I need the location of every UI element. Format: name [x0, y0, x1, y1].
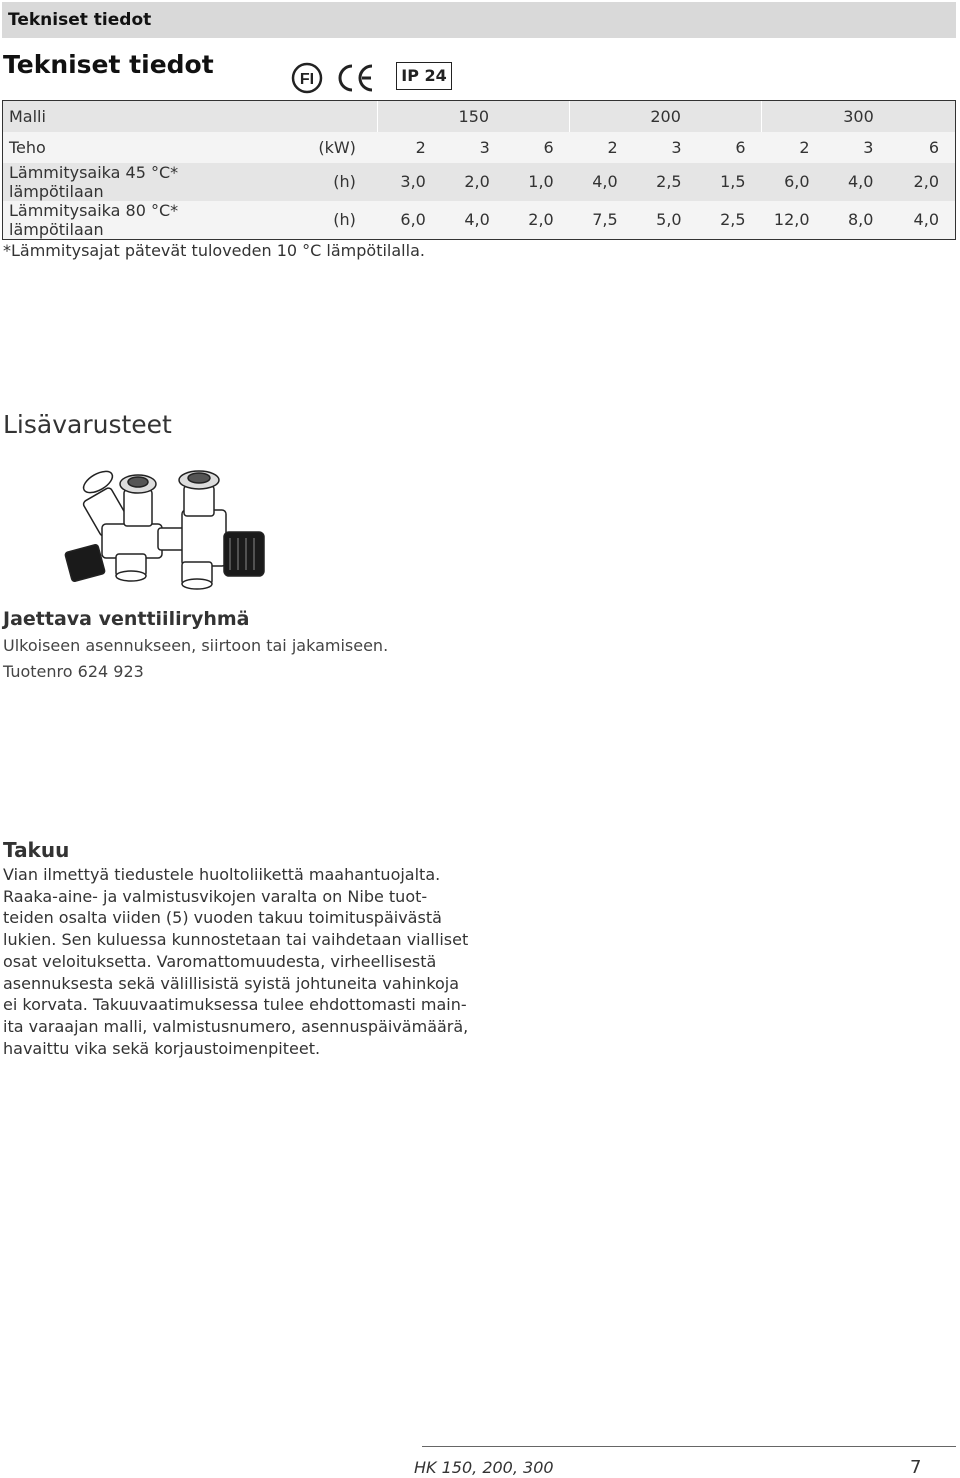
table-cell: 2: [762, 132, 826, 163]
fi-certification-icon: [290, 62, 326, 94]
footer-model: HK 150, 200, 300: [414, 1458, 554, 1477]
table-row: [3, 201, 956, 240]
model-150: 150: [378, 101, 570, 132]
footer-divider: [422, 1446, 956, 1447]
ce-certification-icon: [334, 62, 378, 94]
accessory-item-title: Jaettava venttiiliryhmä: [3, 608, 250, 630]
table-cell: 2,5: [634, 163, 698, 201]
table-cell: 3,0: [378, 163, 442, 201]
row-label: Lämmitysaika 45 °C* lämpötilaan: [3, 163, 239, 201]
table-cell: 4,0: [826, 163, 890, 201]
table-cell: 6,0: [762, 163, 826, 201]
table-cell: 2,5: [698, 201, 762, 240]
warranty-text: [3, 864, 469, 1059]
warranty-line: lukien. Sen kuluessa kunnostetaan tai vaihdetaan vialliset: [3, 930, 469, 950]
table-cell: 6,0: [378, 201, 442, 240]
valve-group-illustration: [58, 462, 278, 594]
warranty-line: ei korvata. Takuuvaatimuksessa tulee ehdottomasti main-: [3, 995, 467, 1015]
table-cell: 2,0: [442, 163, 506, 201]
table-cell: 6: [506, 132, 570, 163]
table-row: [3, 163, 956, 201]
table-cell: 4,0: [889, 201, 955, 240]
warranty-line: teiden osalta viiden (5) vuoden takuu toimituspäivästä: [3, 908, 442, 928]
table-cell: 4,0: [442, 201, 506, 240]
warranty-line: Raaka-aine- ja valmistusvikojen varalta on Nibe tuot-: [3, 886, 428, 906]
row-label: Lämmitysaika 80 °C* lämpötilaan: [3, 201, 239, 240]
table-cell: 2: [378, 132, 442, 163]
table-cell: 3: [826, 132, 890, 163]
section-header-bar: [2, 2, 956, 38]
table-cell: 5,0: [634, 201, 698, 240]
accessory-item-description: Ulkoiseen asennukseen, siirtoon tai jakamiseen.: [3, 636, 389, 655]
table-cell: 3: [442, 132, 506, 163]
warranty-line: ita varaajan malli, valmistusnumero, asennuspäivämäärä,: [3, 1016, 469, 1036]
page-title: Tekniset tiedot: [3, 50, 214, 79]
table-cell: 2,0: [889, 163, 955, 201]
table-cell: 4,0: [570, 163, 634, 201]
warranty-heading: Takuu: [3, 838, 70, 862]
table-cell: 2,0: [506, 201, 570, 240]
warranty-line: Vian ilmettyä tiedustele huoltoliikettä maahantuojalta.: [3, 865, 441, 884]
ip-rating-badge: IP 24: [396, 62, 452, 90]
table-cell: 6: [698, 132, 762, 163]
table-cell: 1,5: [698, 163, 762, 201]
table-cell: 3: [634, 132, 698, 163]
table-footnote: *Lämmitysajat pätevät tuloveden 10 °C lämpötilalla.: [3, 241, 425, 260]
accessory-item-number: Tuotenro 624 923: [3, 662, 144, 681]
row-unit: (h): [238, 201, 378, 240]
model-200: 200: [570, 101, 762, 132]
warranty-line: osat veloituksetta. Varomattomuudesta, virheellisestä: [3, 951, 437, 971]
table-row: [3, 132, 956, 163]
technical-spec-table: [2, 100, 956, 240]
page-number: 7: [910, 1457, 922, 1478]
table-cell: 8,0: [826, 201, 890, 240]
row-unit: (h): [238, 163, 378, 201]
table-cell: 6: [889, 132, 955, 163]
table-cell: 2: [570, 132, 634, 163]
fi-mark-text: FI: [299, 71, 315, 88]
table-cell: 1,0: [506, 163, 570, 201]
row-label: Teho: [3, 132, 239, 163]
table-cell: 7,5: [570, 201, 634, 240]
section-header-label: Tekniset tiedot: [8, 10, 152, 30]
row-unit: (kW): [238, 132, 378, 163]
model-300: 300: [762, 101, 956, 132]
warranty-line: asennuksesta sekä välillisistä syistä johtuneita vahinkoja: [3, 973, 460, 993]
model-label: Malli: [3, 101, 378, 132]
table-cell: 12,0: [762, 201, 826, 240]
table-row-model: [3, 101, 956, 132]
accessories-heading: Lisävarusteet: [3, 410, 172, 439]
warranty-line: havaittu vika sekä korjaustoimenpiteet.: [3, 1038, 321, 1058]
